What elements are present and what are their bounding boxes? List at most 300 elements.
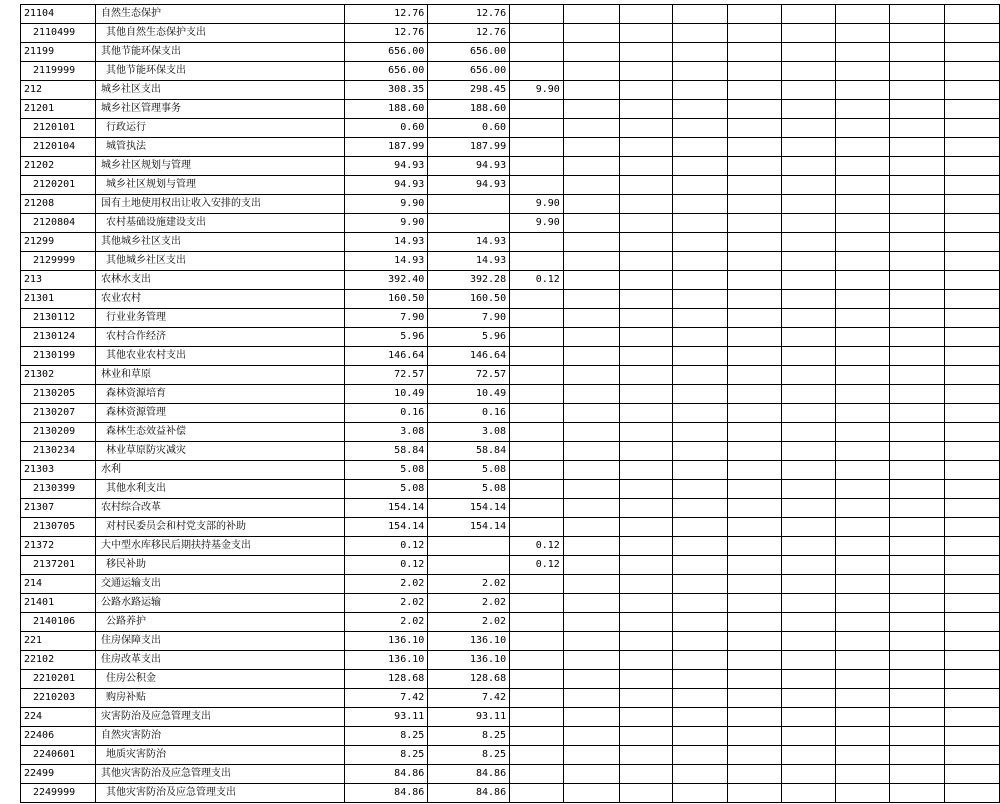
empty-cell <box>673 651 727 670</box>
row-name-cell: 城乡社区规划与管理 <box>96 157 345 176</box>
row-total-cell: 9.90 <box>344 195 428 214</box>
empty-cell <box>944 385 999 404</box>
empty-cell <box>673 784 727 803</box>
empty-cell <box>836 575 890 594</box>
row-code-cell: 21199 <box>21 43 96 62</box>
empty-cell <box>619 271 672 290</box>
empty-cell <box>563 480 619 499</box>
empty-cell <box>727 404 781 423</box>
empty-cell <box>781 195 835 214</box>
empty-cell <box>673 366 727 385</box>
empty-cell <box>673 746 727 765</box>
empty-cell <box>619 632 672 651</box>
empty-cell <box>673 442 727 461</box>
row-basic-expense-cell: 392.28 <box>428 271 510 290</box>
row-total-cell: 187.99 <box>344 138 428 157</box>
empty-cell <box>944 461 999 480</box>
row-basic-expense-cell: 188.60 <box>428 100 510 119</box>
empty-cell <box>727 556 781 575</box>
table-row <box>21 309 1000 328</box>
row-code-cell: 2140106 <box>21 613 96 632</box>
empty-cell <box>781 385 835 404</box>
row-project-expense-cell <box>510 157 564 176</box>
row-total-cell: 136.10 <box>344 651 428 670</box>
empty-cell <box>781 347 835 366</box>
row-name-cell: 农业农村 <box>96 290 345 309</box>
row-code-cell: 221 <box>21 632 96 651</box>
row-name-cell: 其他城乡社区支出 <box>96 233 345 252</box>
row-name-cell: 其他自然生态保护支出 <box>96 24 345 43</box>
empty-cell <box>563 24 619 43</box>
empty-cell <box>727 290 781 309</box>
row-code-cell: 2130112 <box>21 309 96 328</box>
empty-cell <box>563 746 619 765</box>
empty-cell <box>563 214 619 233</box>
table-row <box>21 670 1000 689</box>
row-basic-expense-cell: 94.93 <box>428 157 510 176</box>
empty-cell <box>944 442 999 461</box>
row-project-expense-cell <box>510 461 564 480</box>
empty-cell <box>836 195 890 214</box>
empty-cell <box>563 594 619 613</box>
empty-cell <box>836 594 890 613</box>
empty-cell <box>890 670 944 689</box>
row-project-expense-cell <box>510 176 564 195</box>
empty-cell <box>673 214 727 233</box>
empty-cell <box>836 119 890 138</box>
row-code-cell: 2130399 <box>21 480 96 499</box>
empty-cell <box>836 81 890 100</box>
empty-cell <box>619 613 672 632</box>
row-project-expense-cell <box>510 290 564 309</box>
empty-cell <box>781 404 835 423</box>
row-total-cell: 7.90 <box>344 309 428 328</box>
empty-cell <box>727 328 781 347</box>
row-code-cell: 2210201 <box>21 670 96 689</box>
empty-cell <box>944 423 999 442</box>
row-total-cell: 0.60 <box>344 119 428 138</box>
row-code-cell: 2120101 <box>21 119 96 138</box>
empty-cell <box>890 765 944 784</box>
empty-cell <box>944 214 999 233</box>
row-code-cell: 2240601 <box>21 746 96 765</box>
empty-cell <box>619 43 672 62</box>
row-basic-expense-cell: 136.10 <box>428 632 510 651</box>
row-project-expense-cell <box>510 727 564 746</box>
row-basic-expense-cell: 14.93 <box>428 252 510 271</box>
row-basic-expense-cell: 2.02 <box>428 575 510 594</box>
table-row <box>21 575 1000 594</box>
table-row <box>21 708 1000 727</box>
empty-cell <box>563 575 619 594</box>
row-project-expense-cell: 0.12 <box>510 271 564 290</box>
row-project-expense-cell <box>510 138 564 157</box>
row-project-expense-cell <box>510 385 564 404</box>
row-basic-expense-cell <box>428 214 510 233</box>
empty-cell <box>890 499 944 518</box>
empty-cell <box>781 252 835 271</box>
row-project-expense-cell: 9.90 <box>510 214 564 233</box>
row-basic-expense-cell: 58.84 <box>428 442 510 461</box>
row-project-expense-cell <box>510 632 564 651</box>
empty-cell <box>890 157 944 176</box>
empty-cell <box>781 328 835 347</box>
empty-cell <box>619 309 672 328</box>
row-code-cell: 2130199 <box>21 347 96 366</box>
empty-cell <box>673 594 727 613</box>
row-basic-expense-cell: 10.49 <box>428 385 510 404</box>
row-project-expense-cell <box>510 594 564 613</box>
row-code-cell: 2137201 <box>21 556 96 575</box>
empty-cell <box>836 5 890 24</box>
row-basic-expense-cell: 656.00 <box>428 62 510 81</box>
row-basic-expense-cell: 8.25 <box>428 746 510 765</box>
empty-cell <box>673 347 727 366</box>
empty-cell <box>727 347 781 366</box>
empty-cell <box>727 157 781 176</box>
empty-cell <box>781 613 835 632</box>
empty-cell <box>836 385 890 404</box>
empty-cell <box>727 43 781 62</box>
empty-cell <box>781 271 835 290</box>
row-project-expense-cell <box>510 480 564 499</box>
empty-cell <box>727 442 781 461</box>
empty-cell <box>563 556 619 575</box>
empty-cell <box>727 24 781 43</box>
empty-cell <box>727 309 781 328</box>
row-project-expense-cell: 0.12 <box>510 537 564 556</box>
row-code-cell: 2130209 <box>21 423 96 442</box>
row-project-expense-cell <box>510 5 564 24</box>
empty-cell <box>727 252 781 271</box>
row-project-expense-cell <box>510 670 564 689</box>
row-total-cell: 656.00 <box>344 43 428 62</box>
row-code-cell: 21202 <box>21 157 96 176</box>
empty-cell <box>727 385 781 404</box>
empty-cell <box>673 613 727 632</box>
row-name-cell: 自然灾害防治 <box>96 727 345 746</box>
empty-cell <box>673 233 727 252</box>
row-basic-expense-cell: 136.10 <box>428 651 510 670</box>
row-basic-expense-cell: 14.93 <box>428 233 510 252</box>
empty-cell <box>944 138 999 157</box>
empty-cell <box>781 594 835 613</box>
empty-cell <box>563 708 619 727</box>
row-total-cell: 94.93 <box>344 176 428 195</box>
empty-cell <box>781 138 835 157</box>
row-project-expense-cell: 0.12 <box>510 556 564 575</box>
empty-cell <box>836 461 890 480</box>
row-project-expense-cell <box>510 423 564 442</box>
row-total-cell: 656.00 <box>344 62 428 81</box>
empty-cell <box>619 556 672 575</box>
empty-cell <box>836 43 890 62</box>
empty-cell <box>836 537 890 556</box>
empty-cell <box>619 100 672 119</box>
empty-cell <box>890 613 944 632</box>
empty-cell <box>890 461 944 480</box>
row-project-expense-cell <box>510 499 564 518</box>
empty-cell <box>836 727 890 746</box>
table-row <box>21 784 1000 803</box>
row-basic-expense-cell: 93.11 <box>428 708 510 727</box>
empty-cell <box>944 765 999 784</box>
empty-cell <box>563 309 619 328</box>
row-code-cell: 2120804 <box>21 214 96 233</box>
row-total-cell: 128.68 <box>344 670 428 689</box>
empty-cell <box>673 632 727 651</box>
table-row <box>21 43 1000 62</box>
empty-cell <box>619 290 672 309</box>
row-total-cell: 3.08 <box>344 423 428 442</box>
row-name-cell: 大中型水库移民后期扶持基金支出 <box>96 537 345 556</box>
empty-cell <box>944 309 999 328</box>
row-project-expense-cell <box>510 404 564 423</box>
table-row <box>21 613 1000 632</box>
table-row <box>21 366 1000 385</box>
row-name-cell: 移民补助 <box>96 556 345 575</box>
empty-cell <box>781 5 835 24</box>
empty-cell <box>781 423 835 442</box>
empty-cell <box>619 784 672 803</box>
empty-cell <box>619 62 672 81</box>
empty-cell <box>563 689 619 708</box>
empty-cell <box>727 537 781 556</box>
empty-cell <box>673 404 727 423</box>
row-name-cell: 行政运行 <box>96 119 345 138</box>
row-project-expense-cell <box>510 233 564 252</box>
empty-cell <box>673 670 727 689</box>
empty-cell <box>673 461 727 480</box>
row-code-cell: 21302 <box>21 366 96 385</box>
empty-cell <box>781 670 835 689</box>
row-project-expense-cell <box>510 119 564 138</box>
empty-cell <box>619 5 672 24</box>
empty-cell <box>836 271 890 290</box>
empty-cell <box>673 271 727 290</box>
empty-cell <box>727 575 781 594</box>
empty-cell <box>944 233 999 252</box>
empty-cell <box>727 765 781 784</box>
row-code-cell: 2120201 <box>21 176 96 195</box>
table-row <box>21 214 1000 233</box>
row-basic-expense-cell: 0.16 <box>428 404 510 423</box>
empty-cell <box>836 24 890 43</box>
empty-cell <box>944 347 999 366</box>
empty-cell <box>890 347 944 366</box>
empty-cell <box>890 290 944 309</box>
empty-cell <box>836 423 890 442</box>
row-project-expense-cell <box>510 765 564 784</box>
row-total-cell: 5.08 <box>344 480 428 499</box>
row-basic-expense-cell: 656.00 <box>428 43 510 62</box>
row-basic-expense-cell: 84.86 <box>428 784 510 803</box>
empty-cell <box>563 784 619 803</box>
empty-cell <box>944 556 999 575</box>
empty-cell <box>727 632 781 651</box>
row-basic-expense-cell <box>428 556 510 575</box>
empty-cell <box>944 575 999 594</box>
empty-cell <box>619 670 672 689</box>
empty-cell <box>781 366 835 385</box>
row-name-cell: 国有土地使用权出让收入安排的支出 <box>96 195 345 214</box>
row-project-expense-cell <box>510 252 564 271</box>
empty-cell <box>781 157 835 176</box>
empty-cell <box>673 689 727 708</box>
empty-cell <box>563 328 619 347</box>
row-total-cell: 136.10 <box>344 632 428 651</box>
row-code-cell: 2110499 <box>21 24 96 43</box>
empty-cell <box>890 176 944 195</box>
row-name-cell: 城乡社区管理事务 <box>96 100 345 119</box>
empty-cell <box>944 499 999 518</box>
empty-cell <box>890 784 944 803</box>
empty-cell <box>944 537 999 556</box>
table-row <box>21 385 1000 404</box>
empty-cell <box>781 784 835 803</box>
empty-cell <box>890 651 944 670</box>
empty-cell <box>727 271 781 290</box>
row-basic-expense-cell: 8.25 <box>428 727 510 746</box>
row-name-cell: 公路养护 <box>96 613 345 632</box>
row-total-cell: 8.25 <box>344 727 428 746</box>
empty-cell <box>619 195 672 214</box>
empty-cell <box>944 670 999 689</box>
empty-cell <box>727 195 781 214</box>
empty-cell <box>619 708 672 727</box>
row-project-expense-cell: 9.90 <box>510 81 564 100</box>
row-name-cell: 森林资源培育 <box>96 385 345 404</box>
empty-cell <box>727 138 781 157</box>
row-basic-expense-cell: 0.60 <box>428 119 510 138</box>
empty-cell <box>781 442 835 461</box>
empty-cell <box>836 252 890 271</box>
empty-cell <box>890 537 944 556</box>
table-row <box>21 233 1000 252</box>
row-code-cell: 21299 <box>21 233 96 252</box>
empty-cell <box>673 309 727 328</box>
empty-cell <box>619 537 672 556</box>
row-basic-expense-cell: 2.02 <box>428 613 510 632</box>
empty-cell <box>836 708 890 727</box>
empty-cell <box>944 518 999 537</box>
row-code-cell: 213 <box>21 271 96 290</box>
row-name-cell: 林业草原防灾减灾 <box>96 442 345 461</box>
empty-cell <box>619 442 672 461</box>
empty-cell <box>781 765 835 784</box>
empty-cell <box>890 518 944 537</box>
empty-cell <box>836 613 890 632</box>
row-total-cell: 93.11 <box>344 708 428 727</box>
empty-cell <box>890 5 944 24</box>
row-project-expense-cell <box>510 43 564 62</box>
empty-cell <box>727 81 781 100</box>
empty-cell <box>836 670 890 689</box>
row-total-cell: 8.25 <box>344 746 428 765</box>
empty-cell <box>890 328 944 347</box>
empty-cell <box>781 537 835 556</box>
empty-cell <box>944 81 999 100</box>
table-row <box>21 271 1000 290</box>
empty-cell <box>944 404 999 423</box>
table-row <box>21 651 1000 670</box>
table-row <box>21 404 1000 423</box>
empty-cell <box>563 195 619 214</box>
empty-cell <box>727 366 781 385</box>
table-row <box>21 290 1000 309</box>
empty-cell <box>619 499 672 518</box>
row-name-cell: 农林水支出 <box>96 271 345 290</box>
empty-cell <box>944 252 999 271</box>
row-code-cell: 21307 <box>21 499 96 518</box>
table-row <box>21 81 1000 100</box>
empty-cell <box>619 385 672 404</box>
row-name-cell: 购房补贴 <box>96 689 345 708</box>
empty-cell <box>781 233 835 252</box>
budget-table <box>20 4 1000 803</box>
row-basic-expense-cell: 154.14 <box>428 499 510 518</box>
row-project-expense-cell: 9.90 <box>510 195 564 214</box>
row-name-cell: 其他节能环保支出 <box>96 43 345 62</box>
empty-cell <box>619 575 672 594</box>
empty-cell <box>890 404 944 423</box>
empty-cell <box>890 480 944 499</box>
row-name-cell: 公路水路运输 <box>96 594 345 613</box>
empty-cell <box>944 195 999 214</box>
empty-cell <box>727 518 781 537</box>
row-basic-expense-cell: 187.99 <box>428 138 510 157</box>
row-name-cell: 住房改革支出 <box>96 651 345 670</box>
empty-cell <box>673 100 727 119</box>
row-basic-expense-cell: 3.08 <box>428 423 510 442</box>
row-code-cell: 22406 <box>21 727 96 746</box>
empty-cell <box>944 651 999 670</box>
empty-cell <box>619 594 672 613</box>
table-row <box>21 442 1000 461</box>
empty-cell <box>673 537 727 556</box>
empty-cell <box>619 24 672 43</box>
empty-cell <box>890 214 944 233</box>
empty-cell <box>944 708 999 727</box>
row-total-cell: 5.96 <box>344 328 428 347</box>
empty-cell <box>836 214 890 233</box>
empty-cell <box>727 746 781 765</box>
empty-cell <box>673 138 727 157</box>
empty-cell <box>673 423 727 442</box>
empty-cell <box>781 727 835 746</box>
row-code-cell: 22499 <box>21 765 96 784</box>
row-project-expense-cell <box>510 689 564 708</box>
empty-cell <box>727 594 781 613</box>
empty-cell <box>890 81 944 100</box>
empty-cell <box>890 708 944 727</box>
empty-cell <box>836 651 890 670</box>
row-project-expense-cell <box>510 746 564 765</box>
empty-cell <box>727 461 781 480</box>
empty-cell <box>619 765 672 784</box>
table-row <box>21 556 1000 575</box>
empty-cell <box>944 784 999 803</box>
empty-cell <box>619 689 672 708</box>
empty-cell <box>944 43 999 62</box>
empty-cell <box>890 62 944 81</box>
row-total-cell: 72.57 <box>344 366 428 385</box>
row-name-cell: 其他农业农村支出 <box>96 347 345 366</box>
empty-cell <box>727 176 781 195</box>
empty-cell <box>727 100 781 119</box>
empty-cell <box>727 5 781 24</box>
row-project-expense-cell <box>510 347 564 366</box>
